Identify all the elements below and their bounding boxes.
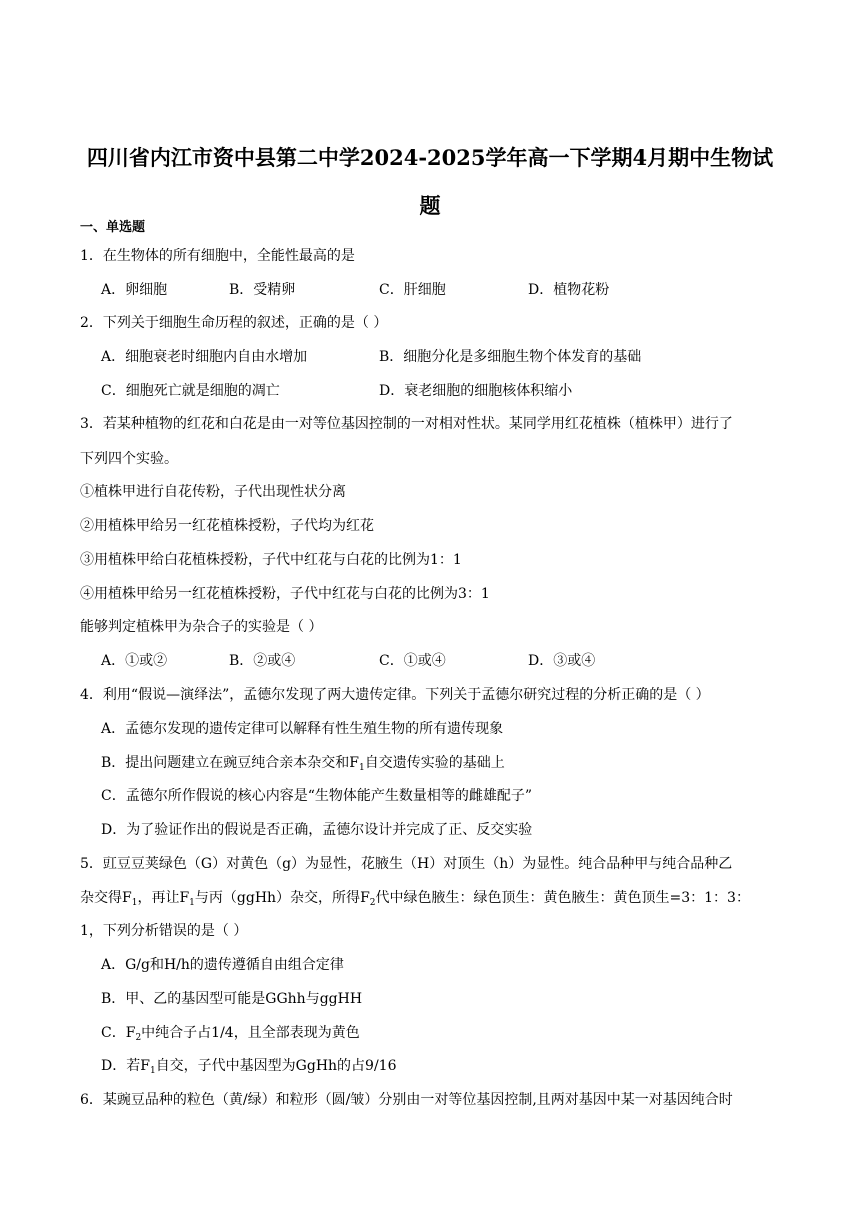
q5-option-a: A．G/g和H/h的遗传遵循自由组合定律 xyxy=(101,957,344,973)
q5-option-d: D．若$F_1$自交，子代中基因型为GgHh的占9/16 xyxy=(101,1058,397,1076)
q4-option-c: C．孟德尔所作假说的核心内容是“生物体能产生数量相等的雌雄配子” xyxy=(101,788,533,804)
exam-title xyxy=(70,134,790,230)
q4-option-d: D．为了验证作出的假说是否正确，孟德尔设计并完成了正、反交实验 xyxy=(101,822,533,838)
title-line-2: 题 xyxy=(419,193,441,218)
q4-option-b: B．提出问题建立在豌豆纯合亲本杂交和$F_1$自交遗传实验的基础上 xyxy=(101,755,505,773)
question-1: 1．在生物体的所有细胞中，全能性最高的是 xyxy=(80,248,355,264)
q3-option-a: A．①或② xyxy=(101,653,168,669)
q2-option-d: D．衰老细胞的细胞核体积缩小 xyxy=(379,383,573,399)
question-3-line-2: 下列四个实验。 xyxy=(80,451,178,467)
q4-option-a: A．孟德尔发现的遗传定律可以解释有性生殖生物的所有遗传现象 xyxy=(101,721,504,737)
q3-experiment-3: ③用植株甲给白花植株授粉，子代中红花与白花的比例为1：1 xyxy=(80,552,462,568)
q3-option-c: C．①或④ xyxy=(379,653,446,669)
q3-experiment-1: ①植株甲进行自花传粉，子代出现性状分离 xyxy=(80,484,346,500)
q3-option-d: D．③或④ xyxy=(528,653,596,669)
q5-option-c: C．$F_2$中纯合子占1/4，且全部表现为黄色 xyxy=(101,1025,360,1043)
q3-option-b: B．②或④ xyxy=(229,653,296,669)
q5-option-b: B．甲、乙的基因型可能是GGhh与ggHH xyxy=(101,991,363,1007)
q1-option-b: B．受精卵 xyxy=(229,282,296,298)
q3-experiment-4: ④用植株甲给另一红花植株授粉，子代中红花与白花的比例为3：1 xyxy=(80,586,490,602)
q2-option-b: B．细胞分化是多细胞生物个体发育的基础 xyxy=(379,349,642,365)
question-5-line-3: 1，下列分析错误的是（ ） xyxy=(80,923,248,939)
question-2: 2．下列关于细胞生命历程的叙述，正确的是（ ） xyxy=(80,315,388,331)
q1-option-a: A．卵细胞 xyxy=(101,282,168,298)
q1-option-c: C．肝细胞 xyxy=(379,282,446,298)
title-line-1: 四川省内江市资中县第二中学2024-2025学年高一下学期4月期中生物试 xyxy=(86,145,774,170)
q3-experiment-2: ②用植株甲给另一红花植株授粉，子代均为红花 xyxy=(80,518,374,534)
q2-option-c: C．细胞死亡就是细胞的凋亡 xyxy=(101,383,280,399)
q1-option-d: D．植物花粉 xyxy=(528,282,610,298)
question-6-line-1: 6．某豌豆品种的粒色（黄/绿）和粒形（圆/皱）分别由一对等位基因控制,且两对基因中某一对基因纯合时 xyxy=(80,1092,733,1108)
q2-option-a: A．细胞衰老时细胞内自由水增加 xyxy=(101,349,308,365)
question-5-line-2: 杂交得$F_1$，再让$F_1$与丙（ggHh）杂交，所得$F_2$代中绿色腋生：绿色顶生：黄色腋生：黄色顶生=3：1：3： xyxy=(80,890,750,908)
question-3-line-1: 3．若某种植物的红花和白花是由一对等位基因控制的一对相对性状。某同学用红花植株（植株甲）进行了 xyxy=(80,416,733,432)
question-4: 4．利用“假说—演绎法”，孟德尔发现了两大遗传定律。下列关于孟德尔研究过程的分析正确的是（ ） xyxy=(80,687,710,703)
q3-prompt: 能够判定植株甲为杂合子的实验是（ ） xyxy=(80,619,323,635)
question-5-line-1: 5．豇豆豆荚绿色（G）对黄色（g）为显性，花腋生（H）对顶生（h）为显性。纯合品种甲与纯合品种乙 xyxy=(80,856,733,872)
section-heading: 一、单选题 xyxy=(80,220,146,235)
